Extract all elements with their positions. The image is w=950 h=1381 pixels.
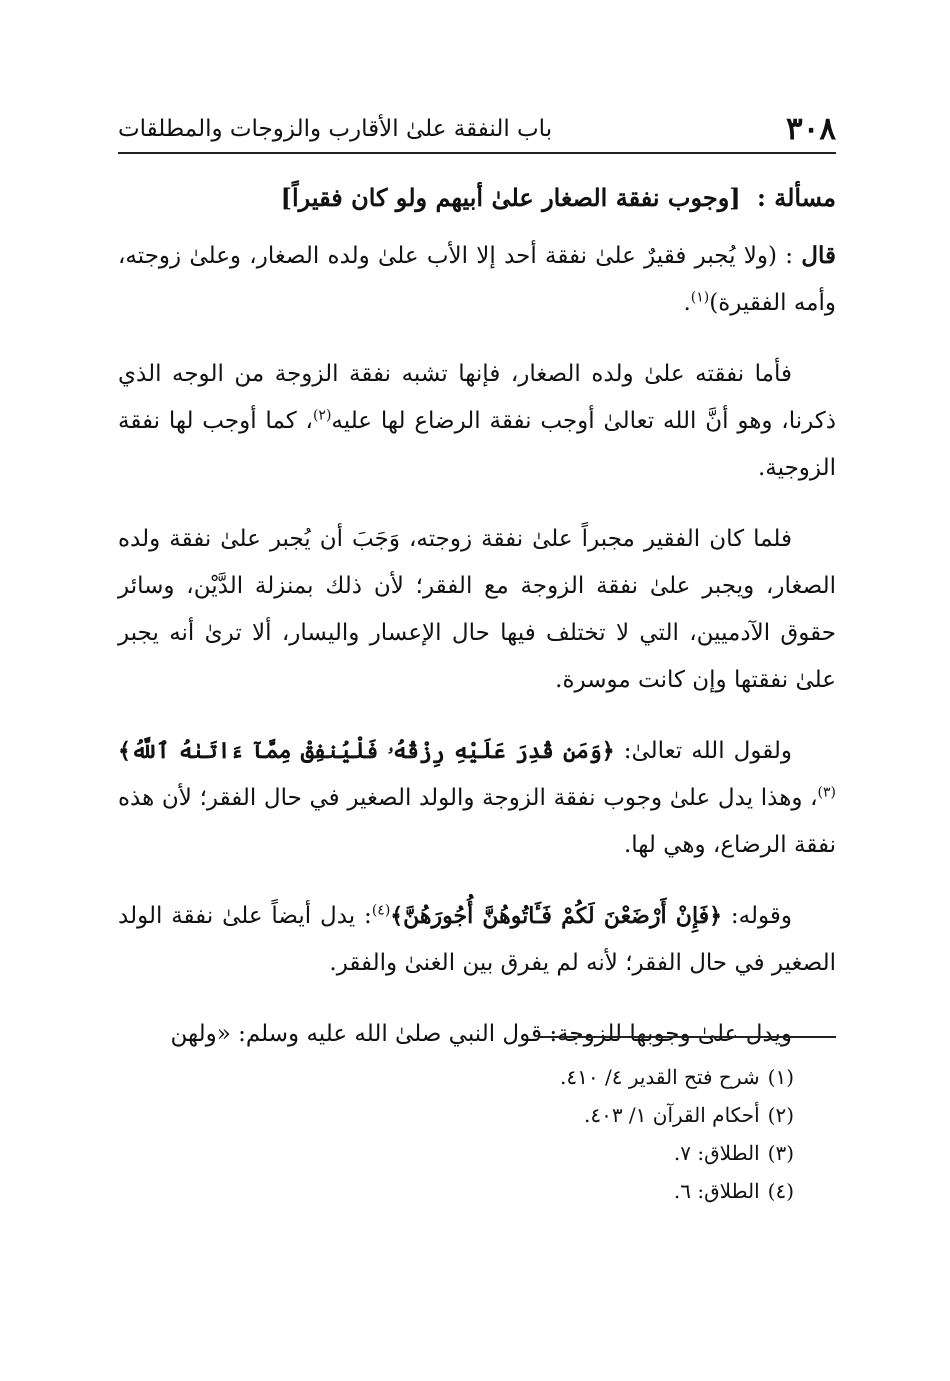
quran-verse-talaq-6: ﴿فَإِنْ أَرْضَعْنَ لَكُمْ فَـَٔاتُوهُنَّ أُجُورَهُنَّ﴾ <box>390 903 723 929</box>
qala-text: : (ولا يُجبر فقيرٌ علىٰ نفقة أحد إلا الأب علىٰ ولده الصغار، وعلىٰ زوجته، وأمه الفقيرة) <box>118 243 836 316</box>
footnote-item <box>374 1134 794 1172</box>
paragraph-qala <box>118 232 836 327</box>
footnote-divider <box>540 1036 836 1038</box>
footnote-item <box>374 1058 794 1096</box>
footnote-item <box>374 1096 794 1134</box>
running-title: باب النفقة علىٰ الأقارب والزوجات والمطلقات <box>118 116 553 142</box>
footnote-text: الطلاق: ٦. <box>673 1179 760 1203</box>
main-text <box>118 178 836 1082</box>
paragraph-2-text: فأما نفقته علىٰ ولده الصغار، فإنها تشبه نفقة الزوجة من الوجه الذي ذكرنا، وهو أنَّ الله تعالىٰ أوجب نفقة الرضاع لها عليه <box>118 361 836 434</box>
footnote-ref-2: (٢) <box>312 407 332 424</box>
footnote-text: أحكام القرآن ١/ ٤٠٣. <box>583 1103 760 1127</box>
footnote-text: شرح فتح القدير ٤/ ٤١٠. <box>560 1065 760 1089</box>
paragraph-2 <box>118 351 836 492</box>
issue-heading <box>118 178 836 218</box>
qala-lead: قال <box>801 242 836 269</box>
paragraph-5-before: وقوله: <box>722 903 792 929</box>
footnote-ref-4: (٤) <box>371 902 391 919</box>
footnote-ref-3: (٣) <box>817 784 836 801</box>
footnote-item <box>374 1172 794 1210</box>
page-number: ٣٠٨ <box>786 111 836 147</box>
paragraph-5 <box>118 893 836 987</box>
footnote-marker: (٢) <box>767 1103 794 1127</box>
paragraph-3 <box>118 516 836 704</box>
paragraph-4-after: ، وهذا يدل علىٰ وجوب نفقة الزوجة والولد الصغير في حال الفقر؛ لأن هذه نفقة الرضاع، وهي لها. <box>118 785 836 858</box>
quran-verse-talaq-7: ﴿وَمَن قُدِرَ عَلَيْهِ رِزْقُهُۥ فَلْيُنفِقْ مِمَّآ ءَاتَىٰهُ ٱللَّهُ﴾ <box>118 738 615 764</box>
footnote-text: الطلاق: ٧. <box>673 1141 760 1165</box>
paragraph-4-before: ولقول الله تعالىٰ: <box>614 738 792 764</box>
paragraph-4 <box>118 728 836 869</box>
paragraph-6-text: ويدل علىٰ وجوبها للزوجة: قول النبي صلىٰ الله عليه وسلم: «ولهن <box>170 1021 792 1047</box>
footnote-marker: (١) <box>767 1065 794 1089</box>
qala-end: . <box>683 290 691 316</box>
footnote-marker: (٣) <box>767 1141 794 1165</box>
footnotes-list <box>374 1058 794 1210</box>
paragraph-3-text: فلما كان الفقير مجبراً علىٰ نفقة زوجته، وَجَبَ أن يُجبر علىٰ نفقة ولده الصغار، ويجبر علىٰ نفقة الزوجة مع الفقر؛ لأن ذلك بمنزلة الدَّيْن، وسائر حقوق الآدميين، التي لا تختلف فيها حال الإعسار واليسار، ألا ترىٰ أنه يجبر علىٰ نفقتها وإن كانت موسرة. <box>118 526 836 693</box>
page-header <box>118 108 836 154</box>
header-divider <box>118 152 836 154</box>
issue-title: [وجوب نفقة الصغار علىٰ أبيهم ولو كان فقيراً] <box>280 183 741 212</box>
footnote-ref-1: (١) <box>690 289 710 306</box>
footnote-marker: (٤) <box>767 1179 794 1203</box>
paragraph-5-after: : يدل أيضاً علىٰ نفقة الولد الصغير في حال الفقر؛ لأنه لم يفرق بين الغنىٰ والفقر. <box>118 903 836 976</box>
issue-label: مسألة : <box>757 183 836 212</box>
paragraph-2-end: ، كما أوجب لها نفقة الزوجية. <box>118 408 836 481</box>
paragraph-6 <box>118 1011 836 1058</box>
